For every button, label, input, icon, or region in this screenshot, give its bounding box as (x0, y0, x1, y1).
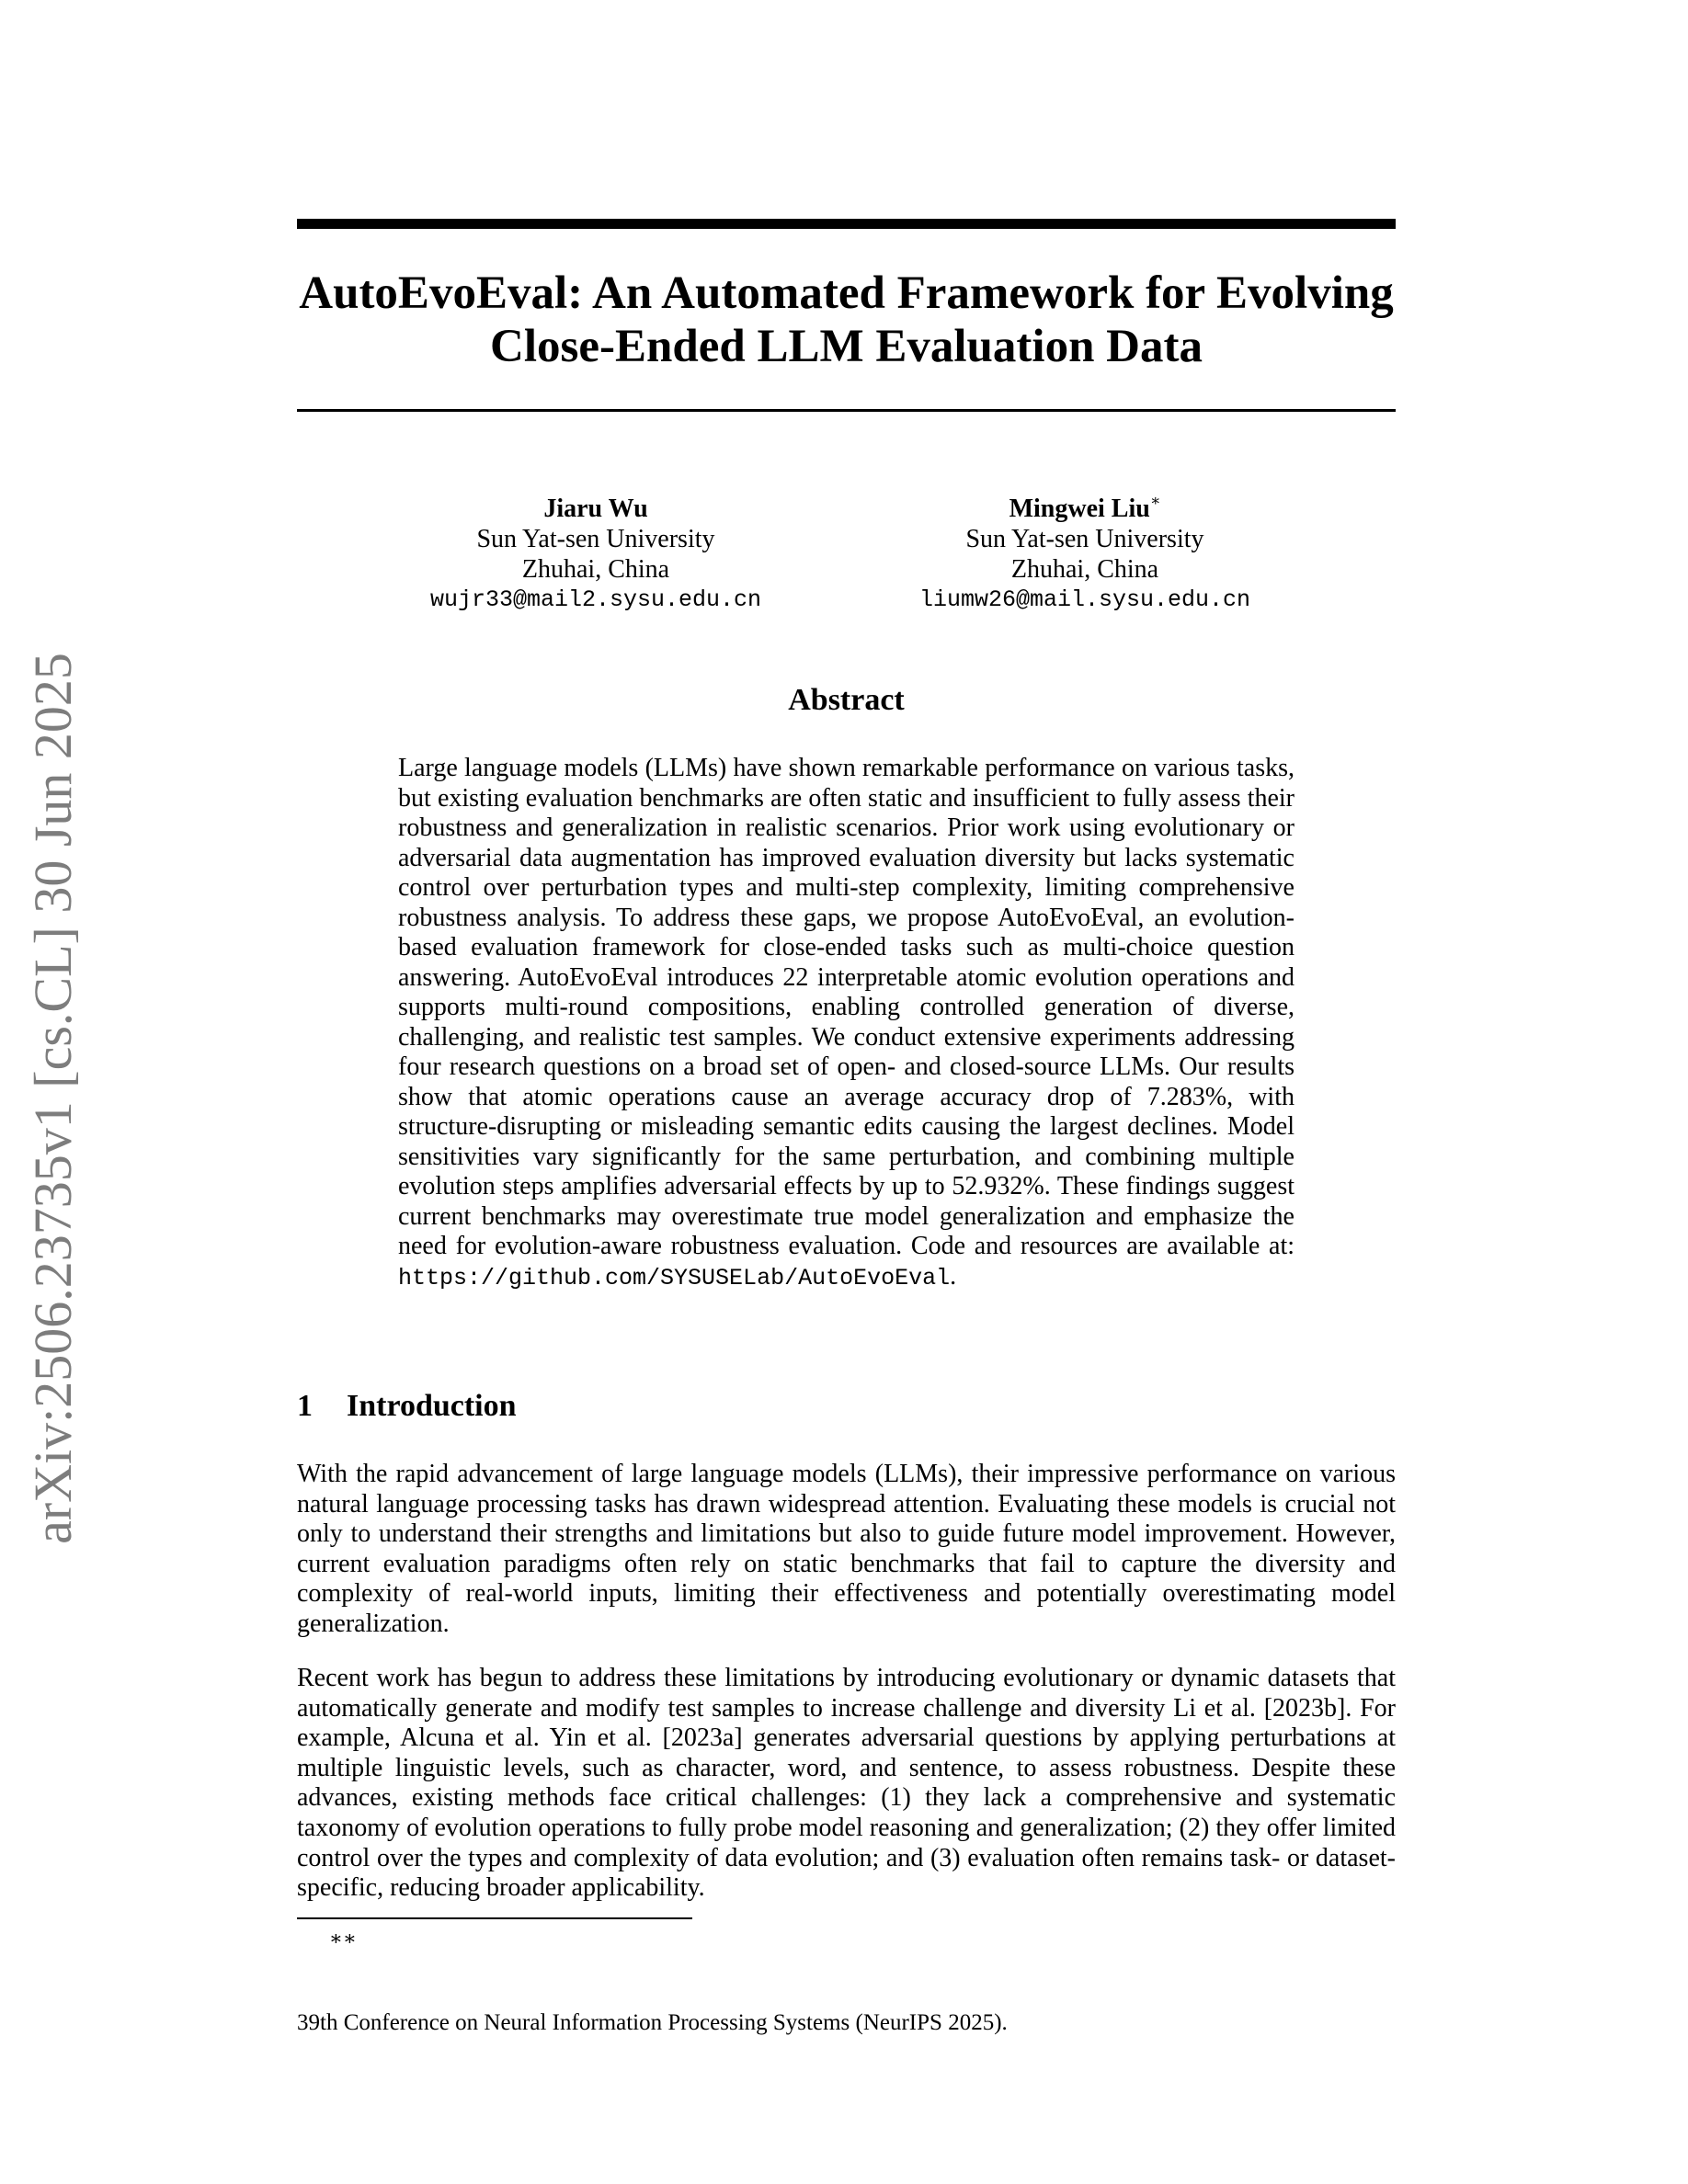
intro-paragraph-2: Recent work has begun to address these limitations by introducing evolutionary or dynamic datasets that automatically generate and modify test samples to increase challenge and diversity Li et al. [2023b]. For example, Alcuna et al. Yin et al. [2023a] generates adversarial questions by applying perturbations at multiple linguistic levels, such as character, word, and sentence, to assess robustness. Despite these advances, existing methods face critical challenges: (1) they lack a comprehensive and systematic taxonomy of evolution operations to fully probe model reasoning and generalization; (2) they offer limited control over the types and complexity of data evolution; and (3) evaluation often remains task- or dataset-specific, reducing broader applicability. (297, 1664, 1396, 1903)
section-heading-introduction (297, 1388, 517, 1425)
author-2-email: liumw26@mail.sysu.edu.cn (918, 586, 1251, 613)
footnote: ∗∗ (329, 1927, 357, 1950)
author-1 (403, 485, 789, 615)
conference-venue-footer: 39th Conference on Neural Information Processing Systems (NeurIPS 2025). (297, 2010, 1008, 2035)
author-1-email: wujr33@mail2.sysu.edu.cn (429, 586, 762, 613)
footnote-rule (297, 1917, 692, 1919)
author-1-affiliation: Sun Yat-sen University (476, 525, 715, 553)
section-title: Introduction (347, 1389, 517, 1423)
paper-title-line-2: Close-Ended LLM Evaluation Data (489, 321, 1203, 372)
intro-paragraph-1: With the rapid advancement of large language models (LLMs), their impressive performance on various natural language processing tasks has drawn widespread attention. Evaluating these models is crucial not only to understand their strengths and limitations but also to guide future model improvement. However, current evaluation paradigms often rely on static benchmarks that fail to capture the diversity and complexity of real-world inputs, limiting their effectiveness and potentially overestimating model generalization. (297, 1460, 1396, 1638)
arxiv-identifier-stamp: arXiv:2506.23735v1 [cs.CL] 30 Jun 2025 (23, 653, 83, 1544)
corresponding-author-marker: ∗ (1149, 492, 1161, 509)
author-2-location: Zhuhai, China (1010, 555, 1159, 584)
paper-title-line-1: AutoEvoEval: An Automated Framework for Evolving (299, 267, 1394, 319)
paper-title (297, 267, 1396, 373)
author-2 (892, 485, 1278, 615)
abstract-heading: Abstract (788, 683, 905, 717)
abstract-text: Large language models (LLMs) have shown remarkable performance on various tasks, but existing evaluation benchmarks are often static and insufficient to fully assess their robustness and generalization in realistic scenarios. Prior work using evolutionary or adversarial data augmentation has improved evaluation diversity but lacks systematic control over perturbation types and multi-step complexity, limiting comprehensive robustness analysis. To address these gaps, we propose AutoEvoEval, an evolution-based evaluation framework for close-ended tasks such as multi-choice question answering. AutoEvoEval introduces 22 interpretable atomic evolution operations and supports multi-round compositions, enabling controlled generation of diverse, challenging, and realistic test samples. We conduct extensive experiments addressing four research questions on a broad set of open- and closed-source LLMs. Our results show that atomic operations cause an average accuracy drop of 7.283%, with structure-disrupting or misleading semantic edits causing the largest declines. Model sensitivities vary significantly for the same perturbation, and combining multiple evolution steps amplifies adversarial effects by up to 52.932%. These findings suggest current benchmarks may overestimate true model generalization and emphasize the need for evolution-aware robustness evaluation. Code and resources are available at: (398, 754, 1295, 1260)
title-top-rule (297, 219, 1396, 229)
author-2-affiliation: Sun Yat-sen University (965, 525, 1204, 553)
title-bottom-rule (297, 409, 1396, 412)
author-1-name: Jiaru Wu (543, 495, 648, 523)
code-repository-link[interactable]: https://github.com/SYSUSELab/AutoEvoEval (398, 1264, 951, 1291)
abstract-body: Large language models (LLMs) have shown remarkable performance on various tasks, but existing evaluation benchmarks are often static and insufficient to fully assess their robustness and generalization in realistic scenarios. Prior work using evolutionary or adversarial data augmentation has improved evaluation diversity but lacks systematic control over perturbation types and multi-step complexity, limiting comprehensive robustness analysis. To address these gaps, we propose AutoEvoEval, an evolution-based evaluation framework for close-ended tasks such as multi-choice question answering. AutoEvoEval introduces 22 interpretable atomic evolution operations and supports multi-round compositions, enabling controlled generation of diverse, challenging, and realistic test samples. We conduct extensive experiments addressing four research questions on a broad set of open- and closed-source LLMs. Our results show that atomic operations cause an average accuracy drop of 7.283%, with structure-disrupting or misleading semantic edits causing the largest declines. Model sensitivities vary significantly for the same perturbation, and combining multiple evolution steps amplifies adversarial effects by up to 52.932%. These findings suggest current benchmarks may overestimate true model generalization and emphasize the need for evolution-aware robustness evaluation. Code and resources are available at: https://github.com/SYSUSELab/AutoEvoEval. (398, 754, 1295, 1291)
author-2-name: Mingwei Liu∗ (1009, 492, 1161, 523)
author-1-location: Zhuhai, China (521, 555, 670, 584)
section-number: 1 (297, 1389, 313, 1423)
author-block (297, 485, 1396, 614)
